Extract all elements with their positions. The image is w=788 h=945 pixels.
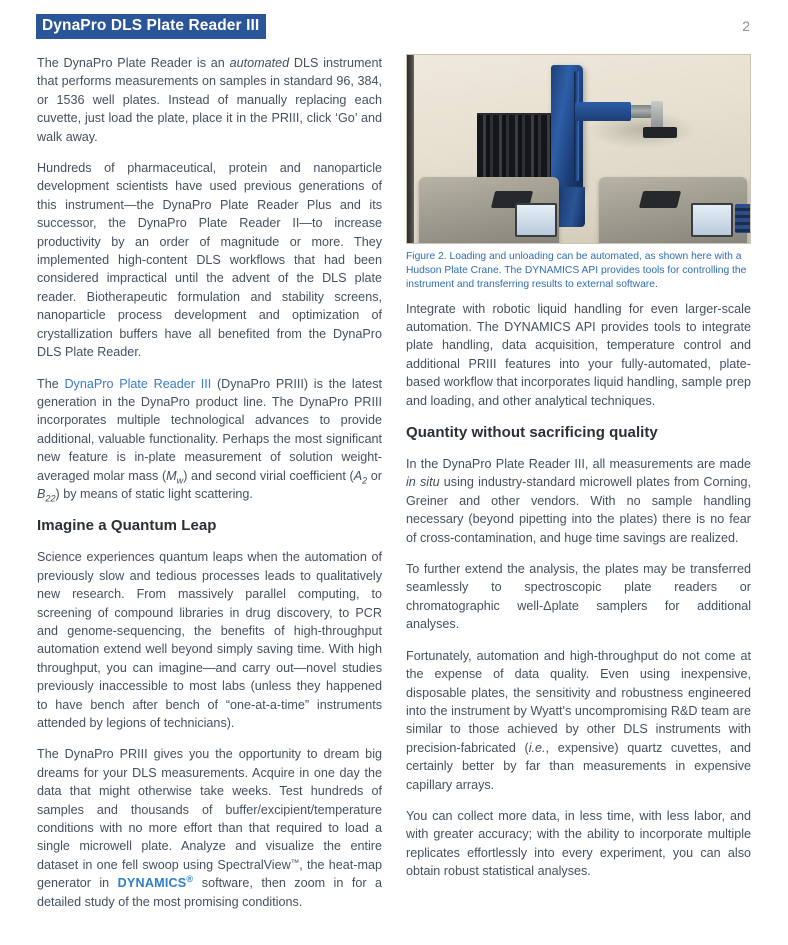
plate-reader-right <box>599 177 747 244</box>
paragraph-intro <box>37 54 386 146</box>
heading-imagine-a-quantum-leap: Imagine a Quantum Leap <box>37 517 217 535</box>
paragraph-more-data: You can collect more data, in less time, with less labor, and with greater accuracy; with the ability to incorporate multiple replicates effortlessly into every experiment, you can also obtain robust statistical analyses. <box>406 808 751 879</box>
phrase-ie: i.e. <box>528 740 546 755</box>
heading-quantity-without-sacrificing-quality: Quantity without sacrificing quality <box>406 424 658 442</box>
paragraph-data-quality <box>406 647 755 794</box>
paragraph-in-situ-post: using industry-standard microwell plates from Corning, Greiner and other vendors. With no sample handling necessary (beyond pipetting into the plates) there is no fear of cross-contamination, and huge time savings are realized. <box>406 475 755 545</box>
brand-dynamics[interactable]: DYNAMICS <box>117 876 187 891</box>
robot-column <box>551 65 583 190</box>
paragraph-data-quality-pre: Fortunately, automation and high-throughput do not come at the expense of data quality. Even using inexpensive, disposable plates, the sensitivity and robustness engineered into the instrument by Wyatt's uncompromising R&D team are similar to those achieved by other DLS instruments with precision-fabricated ( <box>406 648 755 755</box>
paragraph-priii-or: or <box>367 468 386 483</box>
link-dynapro-plate-reader-iii[interactable]: DynaPro Plate Reader III <box>64 376 212 391</box>
paragraph-in-situ-pre: In the DynaPro Plate Reader III, all measurements are made <box>406 457 755 472</box>
paragraph-in-situ <box>406 455 755 547</box>
paragraph-intro-emphasis: automated <box>229 56 290 70</box>
instrument-screen <box>515 203 557 237</box>
paragraph-dream-big-mid: , the heat-map generator in <box>37 857 386 891</box>
robot-column-base <box>555 187 585 227</box>
symbol-b22-subscript: 22 <box>45 493 56 504</box>
symbol-a2-subscript: 2 <box>362 475 368 486</box>
paragraph-data-quality-post: , expensive) quartz cuvettes, and certainly better by far than measurements in expensive capillary arrays. <box>406 740 755 792</box>
paragraph-priii-pre: The <box>37 376 65 391</box>
paragraph-priii <box>37 375 386 504</box>
right-column <box>406 54 755 881</box>
symbol-b22: B <box>37 486 46 501</box>
paragraph-priii-post: ) by means of static light scattering. <box>55 486 253 501</box>
robot-gripper-head <box>643 127 677 138</box>
paragraph-dream-big-pre: The DynaPro PRIII gives you the opportunity to dream big dreams for your DLS measurements. Acquire in one day the data that might otherwise take weeks. Test hundreds of samples and thousands of buffer/excipient/temperature conditions with no more effort than that required to load a single microwell plate. Analyze and visualize the entire dataset in one fell swoop using SpectralView <box>37 747 386 872</box>
robot-arm-blue-housing <box>575 102 631 121</box>
paragraph-dream-big <box>37 745 386 911</box>
page-header <box>0 14 788 44</box>
robot-gripper <box>651 101 663 129</box>
plate-slot <box>639 191 681 208</box>
paragraph-history: Hundreds of pharmaceutical, protein and nanoparticle development scientists have used previous generations of this instrument—the DynaPro Plate Reader Plus and its successor, the DynaPro Plate Reader II—to increase productivity by an order of magnitude or more. They implemented high-content DLS workflows that had been considered impractical until the advent of the DLS plate reader. Biotherapeutic formulation and stability screens, nanoparticle process development and optimization of crystallization buffers have all benefited from the DynaPro DLS Plate Reader. <box>37 161 382 360</box>
instrument-keypad <box>735 204 751 233</box>
paragraph-intro-post: DLS instrument that performs measurements on samples in standard 96, 384, or 1536 well plates. Instead of manually replacing each cuvette, just load the plate, place it in the PRIII, click ‘Go’ and walk away. <box>37 56 386 144</box>
paragraph-intro-pre: The DynaPro Plate Reader is an <box>37 56 230 70</box>
paragraph-extend-analysis: To further extend the analysis, the plates may be transferred seamlessly to spectroscopic plate readers or chromatographic well-Δplate samplers for additional analyses. <box>406 562 751 632</box>
paragraph-quantum-leaps: Science experiences quantum leaps when the automation of previously slow and tedious processes leads to qualitatively new research. From massively parallel computing, to screening of compound libraries in drug discovery, to PCR and genome-sequencing, the benefits of high-throughput automation extend well beyond simply saving time. With high throughput, you can imagine—and carry out—novel studies previously inaccessible to most labs (unless they happened to have bench after bench of “one-at-a-time” instruments attended by legions of technicians). <box>37 550 382 730</box>
symbol-mw-subscript: w <box>176 475 184 486</box>
page-number: 2 <box>742 18 750 34</box>
phrase-in-situ: in situ <box>406 475 440 490</box>
figure-2 <box>406 54 751 293</box>
photo-left-edge <box>407 55 414 243</box>
instrument-screen <box>691 203 733 237</box>
plate-reader-left <box>419 177 559 244</box>
paragraph-priii-mid2: ) and second virial coefficient ( <box>183 468 354 483</box>
trademark-symbol: ™ <box>290 857 300 868</box>
left-column <box>37 54 386 911</box>
plate-crane-robot-photo <box>406 54 751 244</box>
registered-symbol: ® <box>186 874 194 885</box>
symbol-a2: A <box>353 468 363 483</box>
paragraph-priii-mid: (DynaPro PRIII) is the latest generation in the DynaPro product line. The DynaPro PRIII incorporates multiple technological advances to provide additional, valuable functionality. Perhaps the most significant new feature is in-plate measurement of solution weight-averaged molar mass ( <box>37 376 386 483</box>
page-title: DynaPro DLS Plate Reader III <box>36 14 266 39</box>
figure-caption: Figure 2. Loading and unloading can be automated, as shown here with a Hudson Plate Crane. The DYNAMICS API provides tools for controlling the instrument and transferring results to external software. <box>406 251 750 291</box>
symbol-mw: M <box>166 468 177 483</box>
paragraph-dream-big-post: software, then zoom in for a detailed study of the most promising conditions. <box>37 876 386 909</box>
paragraph-integration: Integrate with robotic liquid handling for even larger-scale automation. The DYNAMICS API provides tools to integrate plate handling, data acquisition, temperature control and additional PRIII features into your fully-automated, plate-based workflow that incorporates liquid handling, sample prep and loading, and other analytical techniques. <box>406 301 751 408</box>
